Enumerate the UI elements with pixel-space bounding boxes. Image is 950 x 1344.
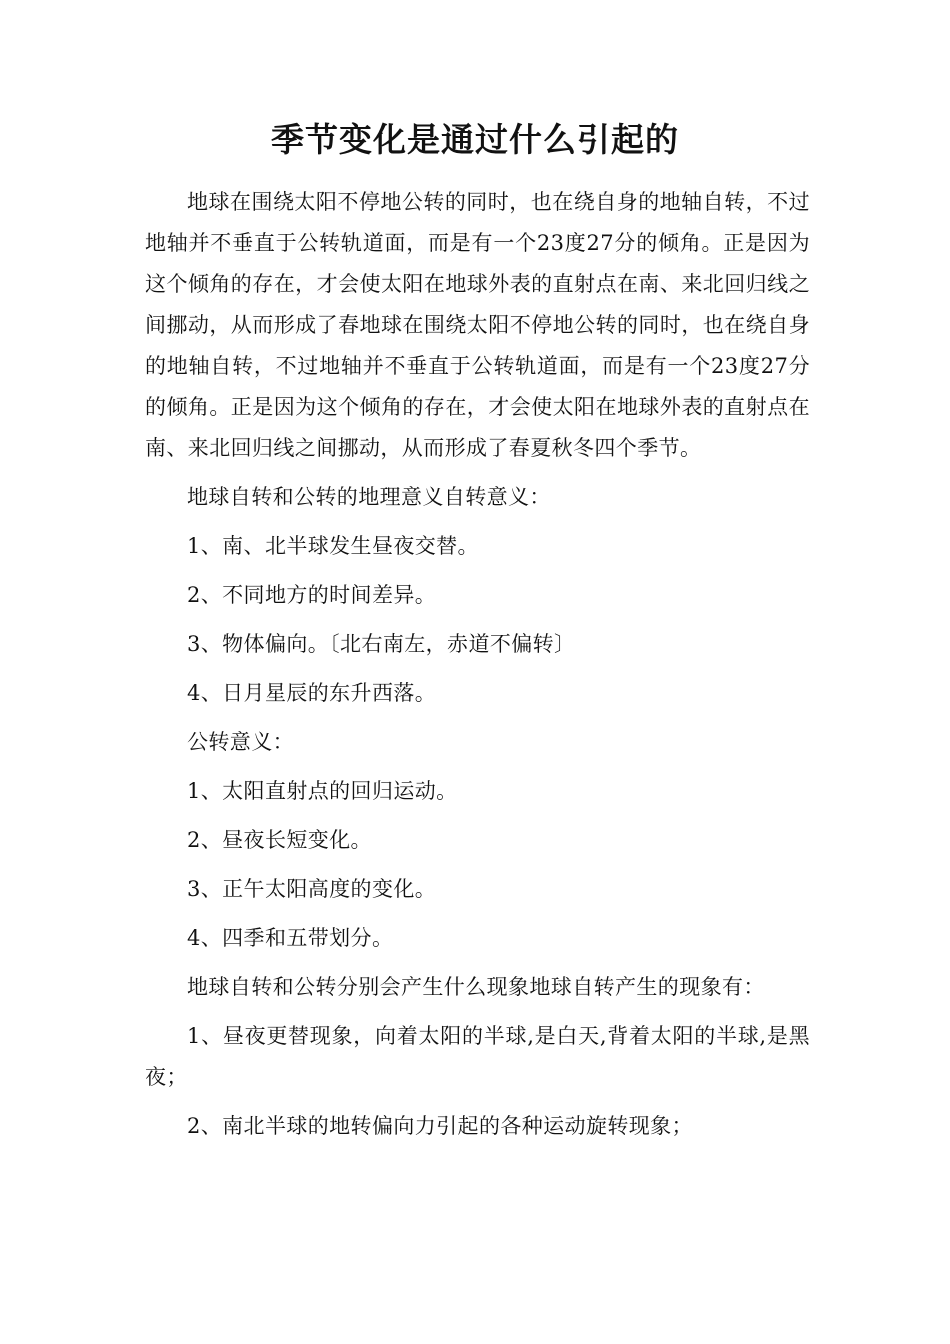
- document-title: 季节变化是通过什么引起的: [271, 120, 679, 159]
- list-item-rotation-1: 1、南、北半球发生昼夜交替。: [187, 534, 479, 558]
- paragraph-phenomena-heading: 地球自转和公转分别会产生什么现象地球自转产生的现象有：: [187, 975, 765, 999]
- document-body: [145, 182, 810, 1147]
- list-item-phenomena-2: 2、南北半球的地转偏向力引起的各种运动旋转现象；: [187, 1114, 693, 1138]
- list-item-revolution-2: 2、昼夜长短变化。: [187, 828, 372, 852]
- paragraph-rotation-revolution-heading: 地球自转和公转的地理意义自转意义：: [187, 485, 551, 509]
- paragraph-seasons-cause: 地球在围绕太阳不停地公转的同时，也在绕自身的地轴自转，不过地轴并不垂直于公转轨道面，而是有一个23度27分的倾角。正是因为这个倾角的存在，才会使太阳在地球外表的直射点在南、来北回归线之间挪动，从而形成了春地球在围绕太阳不停地公转的同时，也在绕自身的地轴自转，不过地轴并不垂直于公转轨道面，而是有一个23度27分的倾角。正是因为这个倾角的存在，才会使太阳在地球外表的直射点在南、来北回归线之间挪动，从而形成了春夏秋冬四个季节。: [145, 190, 810, 460]
- list-item-revolution-3: 3、正午太阳高度的变化。: [187, 877, 437, 901]
- list-item-revolution-4: 4、四季和五带划分。: [187, 926, 394, 950]
- list-item-rotation-2: 2、不同地方的时间差异。: [187, 583, 437, 607]
- list-item-rotation-3: 3、物体偏向。〔北右南左，赤道不偏转〕: [187, 632, 576, 656]
- paragraph-revolution-heading: 公转意义：: [187, 730, 294, 754]
- list-item-rotation-4: 4、日月星辰的东升西落。: [187, 681, 437, 705]
- list-item-phenomena-1: 1、昼夜更替现象，向着太阳的半球,是白天,背着太阳的半球,是黑夜；: [145, 1024, 810, 1089]
- list-item-revolution-1: 1、太阳直射点的回归运动。: [187, 779, 458, 803]
